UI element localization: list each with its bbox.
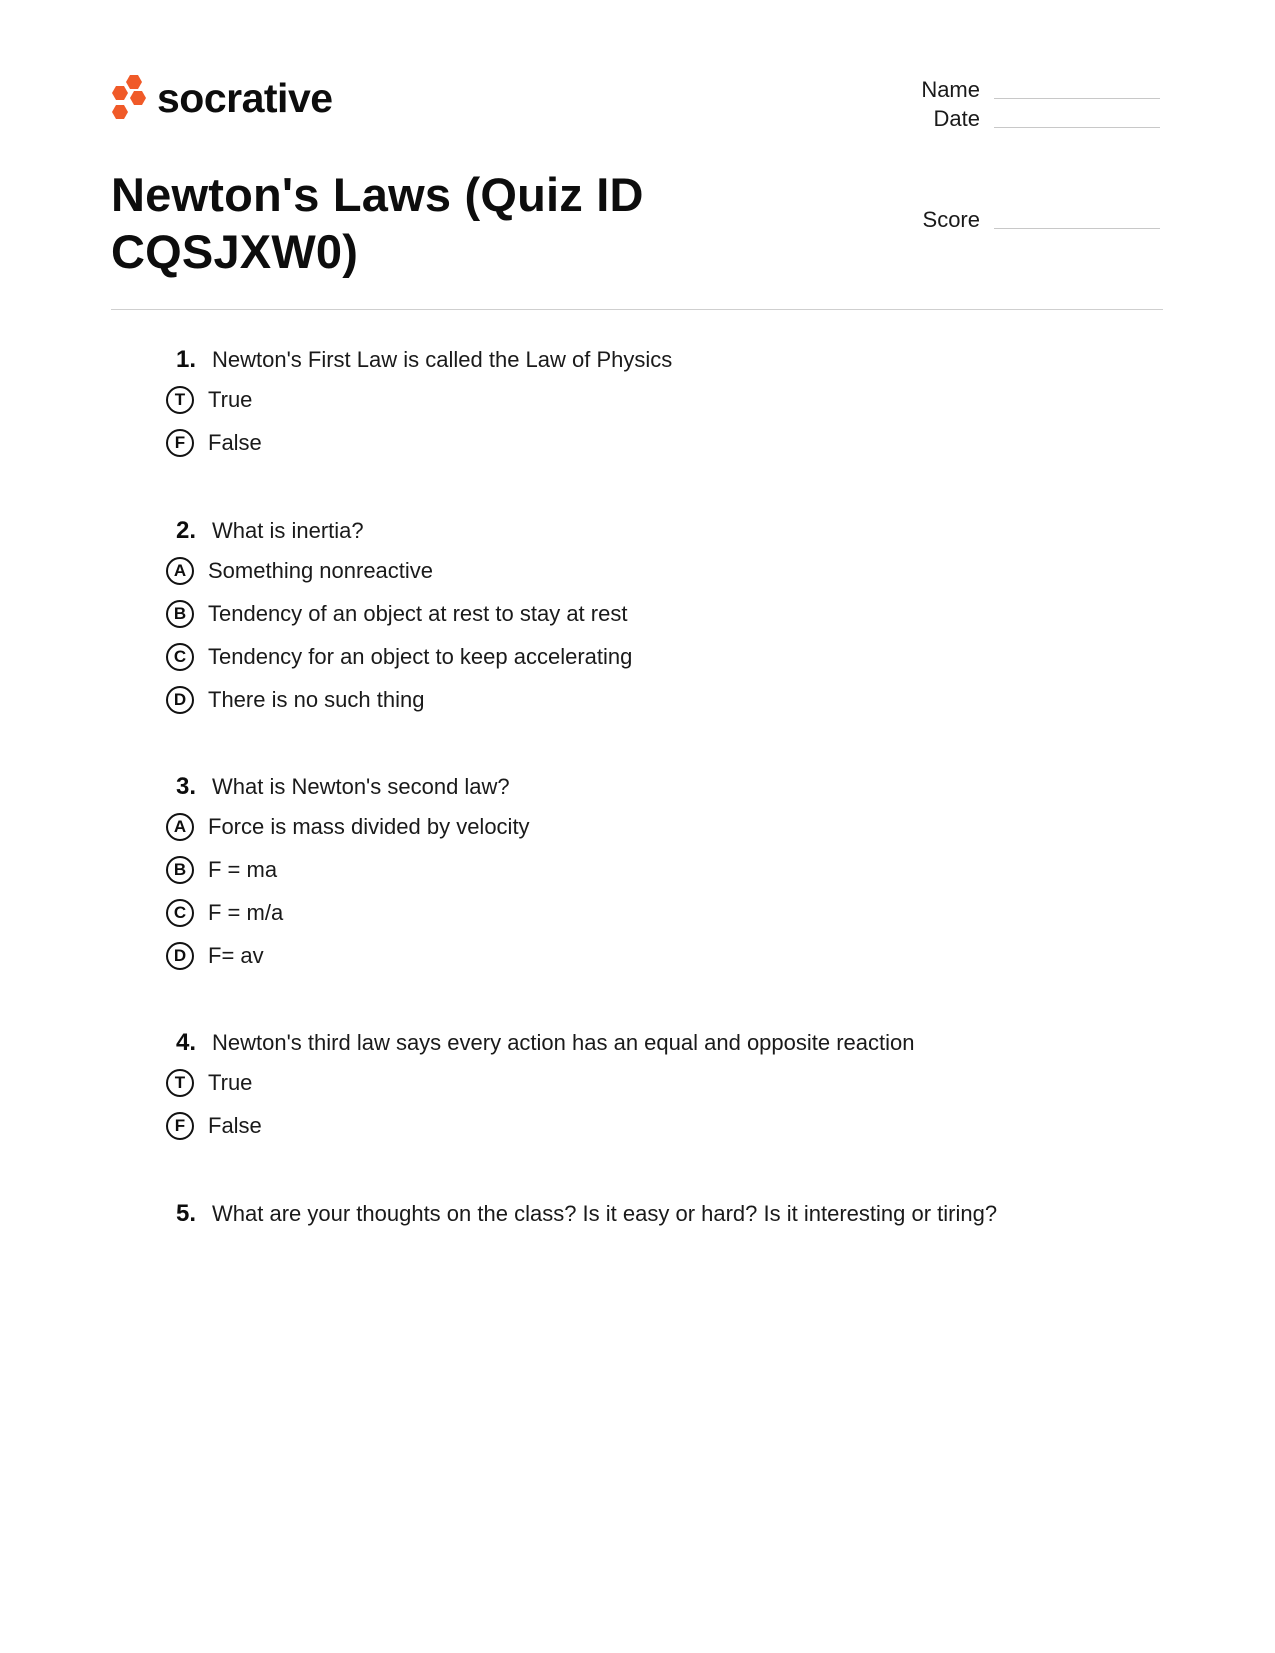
header-divider bbox=[111, 309, 1163, 310]
question-text: Newton's third law says every action has an equal and opposite reaction bbox=[212, 1030, 915, 1055]
date-blank-line[interactable] bbox=[994, 127, 1160, 128]
answer-bubble[interactable]: A bbox=[166, 557, 194, 585]
choice-text: True bbox=[208, 1069, 253, 1095]
choice-a[interactable] bbox=[166, 805, 1166, 848]
answer-bubble[interactable]: T bbox=[166, 386, 194, 414]
choice-text: There is no such thing bbox=[208, 686, 425, 712]
answer-bubble[interactable]: C bbox=[166, 643, 194, 671]
choice-b[interactable] bbox=[166, 592, 1166, 635]
answer-bubble[interactable]: D bbox=[166, 942, 194, 970]
choice-text: True bbox=[208, 386, 253, 412]
question-2 bbox=[166, 513, 1166, 721]
question-5 bbox=[166, 1196, 1166, 1232]
answer-bubble[interactable]: T bbox=[166, 1069, 194, 1097]
question-1 bbox=[166, 342, 1166, 464]
choice-text: False bbox=[208, 1112, 262, 1138]
question-number: 5. bbox=[175, 1200, 196, 1227]
answer-bubble[interactable]: F bbox=[166, 429, 194, 457]
choice-true[interactable] bbox=[166, 1061, 1166, 1104]
question-text: What is inertia? bbox=[212, 518, 364, 543]
score-field bbox=[860, 209, 1160, 231]
choice-text: Force is mass divided by velocity bbox=[208, 813, 530, 839]
choice-false[interactable] bbox=[166, 1104, 1166, 1147]
choice-text: F = m/a bbox=[208, 899, 284, 925]
choice-true[interactable] bbox=[166, 378, 1166, 421]
answer-bubble[interactable]: F bbox=[166, 1112, 194, 1140]
score-blank-line[interactable] bbox=[994, 228, 1160, 229]
question-number: 4. bbox=[175, 1029, 196, 1056]
name-field bbox=[860, 79, 1160, 101]
question-number: 1. bbox=[175, 346, 196, 373]
question-4 bbox=[166, 1025, 1166, 1147]
choice-d[interactable] bbox=[166, 678, 1166, 721]
choice-text: Tendency for an object to keep accelerating bbox=[208, 643, 633, 669]
choice-text: False bbox=[208, 429, 262, 455]
choice-text: F = ma bbox=[208, 856, 278, 882]
name-blank-line[interactable] bbox=[994, 98, 1160, 99]
question-number: 3. bbox=[175, 773, 196, 800]
question-3 bbox=[166, 769, 1166, 977]
quiz-title: Newton's Laws (Quiz ID CQSJXW0) bbox=[111, 168, 644, 278]
date-field bbox=[860, 108, 1160, 130]
name-label: Name bbox=[921, 77, 980, 102]
date-label: Date bbox=[933, 106, 980, 131]
question-text: What are your thoughts on the class? Is it easy or hard? Is it interesting or tiring? bbox=[212, 1201, 998, 1226]
choice-a[interactable] bbox=[166, 549, 1166, 592]
answer-bubble[interactable]: B bbox=[166, 856, 194, 884]
choice-c[interactable] bbox=[166, 635, 1166, 678]
question-text: What is Newton's second law? bbox=[212, 774, 510, 799]
question-text: Newton's First Law is called the Law of Physics bbox=[212, 347, 673, 372]
choice-false[interactable] bbox=[166, 421, 1166, 464]
brand-name: socrative bbox=[157, 74, 333, 121]
socrative-logo bbox=[111, 72, 333, 124]
choice-d[interactable] bbox=[166, 934, 1166, 977]
choice-text: Tendency of an object at rest to stay at rest bbox=[208, 600, 628, 626]
answer-bubble[interactable]: A bbox=[166, 813, 194, 841]
score-label: Score bbox=[922, 207, 980, 232]
choice-c[interactable] bbox=[166, 891, 1166, 934]
choice-text: Something nonreactive bbox=[208, 557, 434, 583]
answer-bubble[interactable]: C bbox=[166, 899, 194, 927]
question-number: 2. bbox=[175, 517, 196, 544]
choice-b[interactable] bbox=[166, 848, 1166, 891]
answer-bubble[interactable]: D bbox=[166, 686, 194, 714]
choice-text: F= av bbox=[208, 942, 264, 968]
hexagon-logo-icon bbox=[111, 74, 147, 122]
answer-bubble[interactable]: B bbox=[166, 600, 194, 628]
